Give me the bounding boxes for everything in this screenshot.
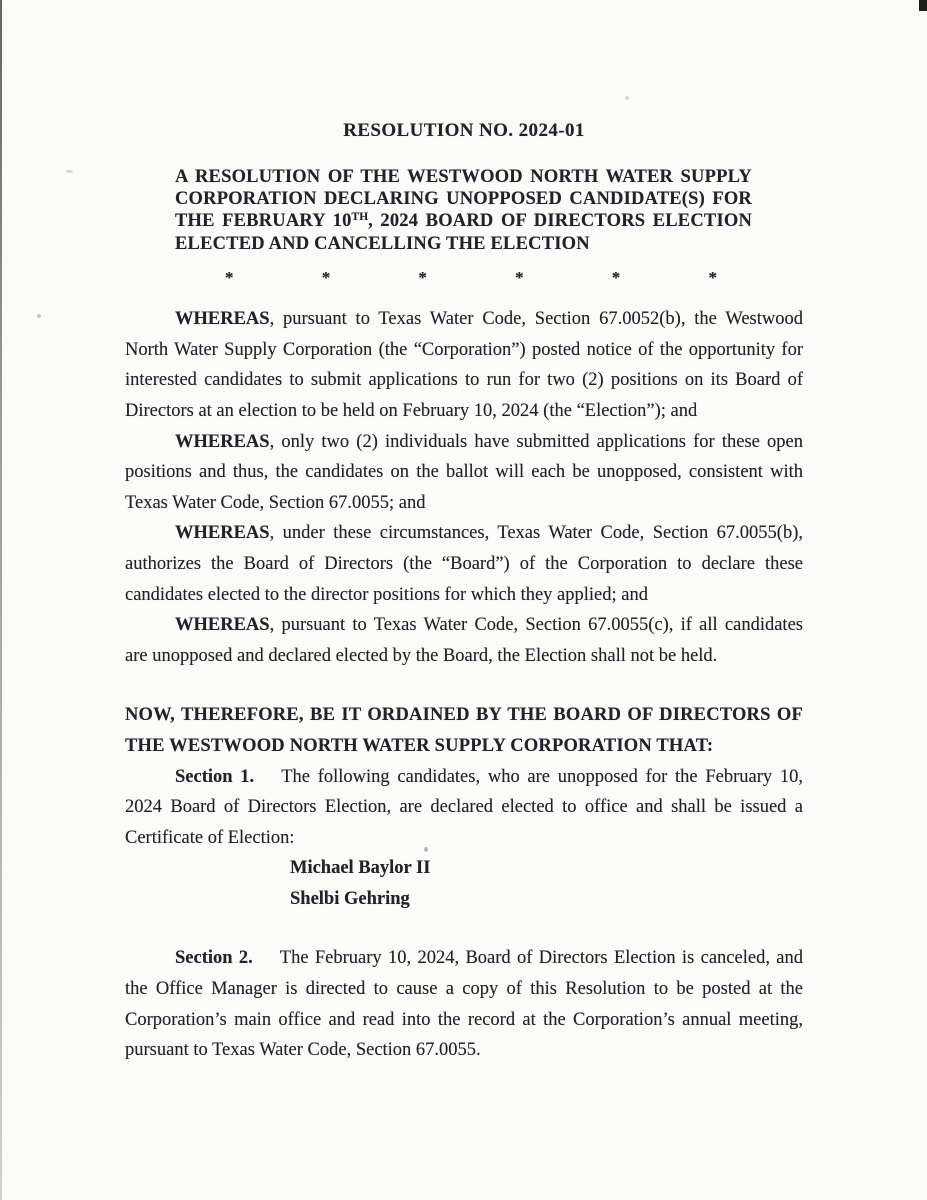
recital-paragraph-4 bbox=[125, 610, 803, 671]
whereas-lead: WHEREAS bbox=[175, 309, 270, 330]
recital-paragraph-1 bbox=[125, 304, 803, 426]
recital-text: , pursuant to Texas Water Code, Section 67.0055(c), if all candidates are unopposed and declared elected by the Board, the Election shall not be held. bbox=[125, 615, 803, 666]
document-body bbox=[125, 120, 803, 1066]
recitals-block bbox=[125, 304, 803, 1066]
section-1-paragraph bbox=[125, 762, 803, 854]
recital-text: , only two (2) individuals have submitted applications for these open positions and thus, the candidates on the ballot will each be unopposed, consistent with Texas Water Code, Section 67.0055; and bbox=[125, 431, 803, 513]
recital-text: , under these circumstances, Texas Water Code, Section 67.0055(b), authorizes the Board of Directors (the “Board”) of the Corporation to declare these candidates elected to the director positions for which they applied; and bbox=[125, 523, 803, 605]
whereas-lead: WHEREAS bbox=[175, 431, 270, 452]
document-heading bbox=[175, 167, 752, 256]
section-1-text: The following candidates, who are unopposed for the February 10, 2024 Board of Directors Election, are declared elected to office and shall be issued a Certificate of Election: bbox=[125, 766, 803, 848]
section-2-label: Section 2. bbox=[175, 948, 253, 969]
candidate-name: Shelbi Gehring bbox=[290, 888, 410, 909]
whereas-lead: WHEREAS bbox=[175, 523, 270, 544]
asterisk: * bbox=[708, 268, 717, 288]
candidate-name: Michael Baylor II bbox=[290, 858, 431, 879]
heading-text-part2: , 2024 BOARD OF DIRECTORS ELECTION ELECTED AND CANCELLING THE ELECTION bbox=[175, 210, 752, 255]
heading-text-part1: A RESOLUTION OF THE WESTWOOD NORTH WATER SUPPLY CORPORATION DECLARING UNOPPOSED CANDIDATE(S) FOR THE FEBRUARY 10 bbox=[175, 167, 752, 231]
heading-ordinal-superscript: TH bbox=[351, 211, 369, 224]
whereas-lead: WHEREAS bbox=[175, 615, 270, 636]
section-2-paragraph bbox=[125, 943, 803, 1065]
document-title: RESOLUTION NO. 2024-01 bbox=[343, 120, 585, 141]
ordaining-clause: NOW, THEREFORE, BE IT ORDAINED BY THE BOARD OF DIRECTORS OF THE WESTWOOD NORTH WATER SUPPLY CORPORATION THAT: bbox=[125, 705, 803, 756]
section-2-text: The February 10, 2024, Board of Directors Election is canceled, and the Office Manager is directed to cause a copy of this Resolution to be posted at the Corporation’s main office and read into the record at the Corporation’s annual meeting, pursuant to Texas Water Code, Section 67.0055. bbox=[125, 948, 803, 1061]
scan-corner-mark bbox=[919, 0, 927, 11]
asterisk-separator bbox=[225, 268, 717, 288]
recital-paragraph-2 bbox=[125, 427, 803, 519]
recital-text: , pursuant to Texas Water Code, Section 67.0052(b), the Westwood North Water Supply Corporation (the “Corporation”) posted notice of the opportunity for interested candidates to submit applications to run for two (2) positions on its Board of Directors at an election to be held on February 10, 2024 (the “Election”); and bbox=[125, 309, 803, 421]
scan-artifact-speck bbox=[37, 314, 41, 318]
scan-artifact-speck bbox=[66, 170, 73, 173]
elected-candidates-list bbox=[290, 853, 803, 914]
asterisk: * bbox=[611, 268, 621, 288]
section-1-label: Section 1. bbox=[175, 766, 255, 787]
asterisk: * bbox=[418, 268, 427, 288]
scan-artifact-speck bbox=[625, 96, 629, 100]
asterisk: * bbox=[321, 268, 331, 288]
asterisk: * bbox=[515, 268, 524, 288]
asterisk: * bbox=[225, 268, 234, 288]
scan-edge-shadow bbox=[0, 0, 2, 1200]
recital-paragraph-3 bbox=[125, 518, 803, 610]
